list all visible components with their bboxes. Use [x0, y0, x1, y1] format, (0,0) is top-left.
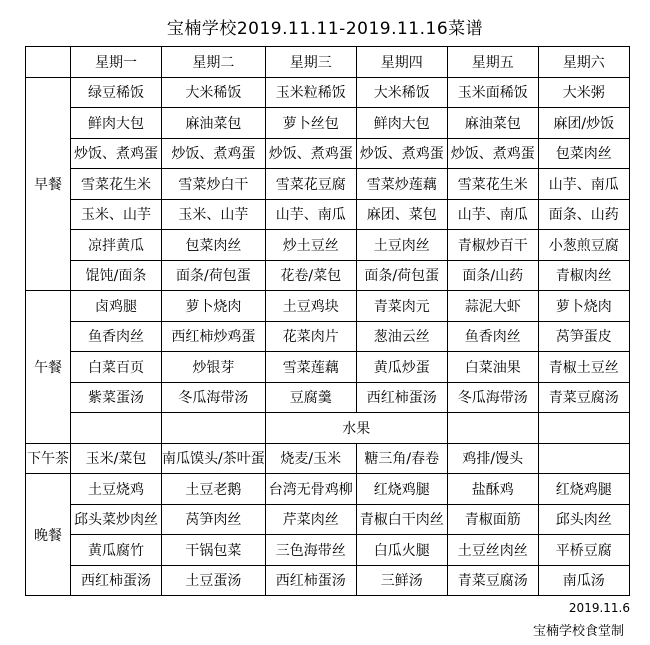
- menu-cell: 雪菜莲藕: [265, 352, 356, 383]
- menu-cell: 炒饭、煮鸡蛋: [356, 138, 447, 169]
- menu-cell: 玉米、山芋: [71, 199, 162, 230]
- menu-cell: 葱油云丝: [356, 321, 447, 352]
- menu-cell: 萝卜烧肉: [162, 291, 266, 322]
- menu-cell: 玉米粒稀饭: [265, 77, 356, 108]
- menu-cell: 绿豆稀饭: [71, 77, 162, 108]
- menu-cell: 青菜肉元: [356, 291, 447, 322]
- table-row: [26, 565, 630, 596]
- menu-cell: 炒饭、煮鸡蛋: [265, 138, 356, 169]
- meal-label: 午餐: [26, 291, 71, 444]
- menu-cell: 土豆老鹅: [162, 474, 266, 505]
- menu-cell: 西红柿蛋汤: [71, 565, 162, 596]
- menu-cell: 烧麦/玉米: [265, 443, 356, 474]
- menu-cell: 凉拌黄瓜: [71, 230, 162, 261]
- menu-cell: 红烧鸡腿: [356, 474, 447, 505]
- footer-org: 宝楠学校食堂制: [532, 624, 624, 639]
- menu-cell: 南瓜馍头/茶叶蛋: [162, 443, 266, 474]
- menu-cell: 包菜肉丝: [162, 230, 266, 261]
- table-row: [26, 108, 630, 139]
- menu-cell: 萝卜丝包: [265, 108, 356, 139]
- empty-cell: [447, 413, 538, 444]
- day-header: 星期一: [71, 47, 162, 78]
- menu-cell: 大米粥: [538, 77, 629, 108]
- menu-cell: 蒜泥大虾: [447, 291, 538, 322]
- menu-cell: 鱼香肉丝: [447, 321, 538, 352]
- menu-cell: 大米稀饭: [162, 77, 266, 108]
- day-header: 星期五: [447, 47, 538, 78]
- menu-cell: 雪菜炒莲藕: [356, 169, 447, 200]
- menu-table: [25, 46, 630, 596]
- menu-cell: 青椒炒百干: [447, 230, 538, 261]
- menu-cell: 雪菜花豆腐: [265, 169, 356, 200]
- table-row: [26, 138, 630, 169]
- menu-cell: 青椒白干肉丝: [356, 504, 447, 535]
- meal-label: 下午茶: [26, 443, 71, 474]
- menu-cell: 大米稀饭: [356, 77, 447, 108]
- menu-cell: 鱼香肉丝: [71, 321, 162, 352]
- footer-date: 2019.11.6: [568, 601, 630, 615]
- menu-cell: 馄饨/面条: [71, 260, 162, 291]
- table-row: [26, 474, 630, 505]
- menu-cell: 山芋、南瓜: [447, 199, 538, 230]
- menu-cell: 台湾无骨鸡柳: [265, 474, 356, 505]
- menu-cell: 面条/山药: [447, 260, 538, 291]
- menu-cell: 玉米/菜包: [71, 443, 162, 474]
- menu-cell: 雪菜花生米: [71, 169, 162, 200]
- menu-cell: 青菜豆腐汤: [538, 382, 629, 413]
- menu-cell: 山芋、南瓜: [538, 169, 629, 200]
- menu-cell: 平桥豆腐: [538, 535, 629, 566]
- menu-cell: 玉米、山芋: [162, 199, 266, 230]
- menu-cell: 鲜肉大包: [71, 108, 162, 139]
- menu-cell: 土豆丝肉丝: [447, 535, 538, 566]
- table-row: [26, 413, 630, 444]
- table-row: [26, 260, 630, 291]
- empty-cell: [71, 413, 162, 444]
- menu-cell: 麻油菜包: [162, 108, 266, 139]
- menu-cell: 黄瓜腐竹: [71, 535, 162, 566]
- menu-cell: 炒银芽: [162, 352, 266, 383]
- menu-cell: 花菜肉片: [265, 321, 356, 352]
- menu-cell: 冬瓜海带汤: [447, 382, 538, 413]
- menu-cell: 花卷/菜包: [265, 260, 356, 291]
- menu-cell: 糖三角/春卷: [356, 443, 447, 474]
- day-header: 星期三: [265, 47, 356, 78]
- menu-cell: 黄瓜炒蛋: [356, 352, 447, 383]
- meal-label: 早餐: [26, 77, 71, 291]
- table-row: [26, 535, 630, 566]
- fruit-cell: 水果: [265, 413, 447, 444]
- empty-cell: [538, 413, 629, 444]
- menu-cell: 鲜肉大包: [356, 108, 447, 139]
- table-row: [26, 352, 630, 383]
- header-row: [26, 47, 630, 78]
- menu-cell: 西红柿蛋汤: [356, 382, 447, 413]
- menu-cell: 莴笋蛋皮: [538, 321, 629, 352]
- page-title: 宝楠学校2019.11.11-2019.11.16菜谱: [166, 19, 484, 39]
- menu-cell: 炒饭、煮鸡蛋: [71, 138, 162, 169]
- menu-cell: 青菜豆腐汤: [447, 565, 538, 596]
- menu-cell: 青椒肉丝: [538, 260, 629, 291]
- menu-cell: 土豆鸡块: [265, 291, 356, 322]
- menu-cell: 炒土豆丝: [265, 230, 356, 261]
- menu-cell: 面条、山药: [538, 199, 629, 230]
- menu-cell: 三色海带丝: [265, 535, 356, 566]
- menu-cell: 卤鸡腿: [71, 291, 162, 322]
- menu-cell: 豆腐羹: [265, 382, 356, 413]
- table-row: [26, 291, 630, 322]
- menu-cell: 雪菜花生米: [447, 169, 538, 200]
- table-row: [26, 199, 630, 230]
- menu-cell: 邱头菜炒肉丝: [71, 504, 162, 535]
- table-row: [26, 321, 630, 352]
- menu-cell: 麻团/炒饭: [538, 108, 629, 139]
- menu-cell: 玉米面稀饭: [447, 77, 538, 108]
- menu-cell: 青椒土豆丝: [538, 352, 629, 383]
- menu-cell: 西红柿炒鸡蛋: [162, 321, 266, 352]
- day-header: 星期二: [162, 47, 266, 78]
- menu-cell: 青椒面筋: [447, 504, 538, 535]
- corner-cell: [26, 47, 71, 78]
- menu-cell: 冬瓜海带汤: [162, 382, 266, 413]
- menu-cell: 雪菜炒白干: [162, 169, 266, 200]
- menu-cell: 鸡排/馒头: [447, 443, 538, 474]
- menu-cell: 包菜肉丝: [538, 138, 629, 169]
- menu-cell: 紫菜蛋汤: [71, 382, 162, 413]
- menu-cell: 面条/荷包蛋: [356, 260, 447, 291]
- menu-cell: 南瓜汤: [538, 565, 629, 596]
- menu-cell: 邱头肉丝: [538, 504, 629, 535]
- table-row: [26, 169, 630, 200]
- menu-cell: 芹菜肉丝: [265, 504, 356, 535]
- menu-cell: 白菜百页: [71, 352, 162, 383]
- menu-cell: 土豆烧鸡: [71, 474, 162, 505]
- table-row: [26, 382, 630, 413]
- table-row: [26, 77, 630, 108]
- menu-cell: 炒饭、煮鸡蛋: [447, 138, 538, 169]
- menu-cell: 小葱煎豆腐: [538, 230, 629, 261]
- meal-label: 晚餐: [26, 474, 71, 596]
- menu-cell: 山芋、南瓜: [265, 199, 356, 230]
- empty-cell: [162, 413, 266, 444]
- menu-cell: 莴笋肉丝: [162, 504, 266, 535]
- menu-cell: 红烧鸡腿: [538, 474, 629, 505]
- menu-cell: 三鲜汤: [356, 565, 447, 596]
- table-row: [26, 230, 630, 261]
- menu-cell: 土豆蛋汤: [162, 565, 266, 596]
- day-header: 星期六: [538, 47, 629, 78]
- menu-cell: 麻油菜包: [447, 108, 538, 139]
- menu-cell: 白菜油果: [447, 352, 538, 383]
- menu-cell: [538, 443, 629, 474]
- menu-cell: 面条/荷包蛋: [162, 260, 266, 291]
- menu-cell: 干锅包菜: [162, 535, 266, 566]
- menu-cell: 炒饭、煮鸡蛋: [162, 138, 266, 169]
- menu-cell: 白瓜火腿: [356, 535, 447, 566]
- table-row: [26, 443, 630, 474]
- day-header: 星期四: [356, 47, 447, 78]
- menu-cell: 土豆肉丝: [356, 230, 447, 261]
- menu-cell: 萝卜烧肉: [538, 291, 629, 322]
- menu-cell: 西红柿蛋汤: [265, 565, 356, 596]
- menu-cell: 盐酥鸡: [447, 474, 538, 505]
- table-row: [26, 504, 630, 535]
- menu-cell: 麻团、菜包: [356, 199, 447, 230]
